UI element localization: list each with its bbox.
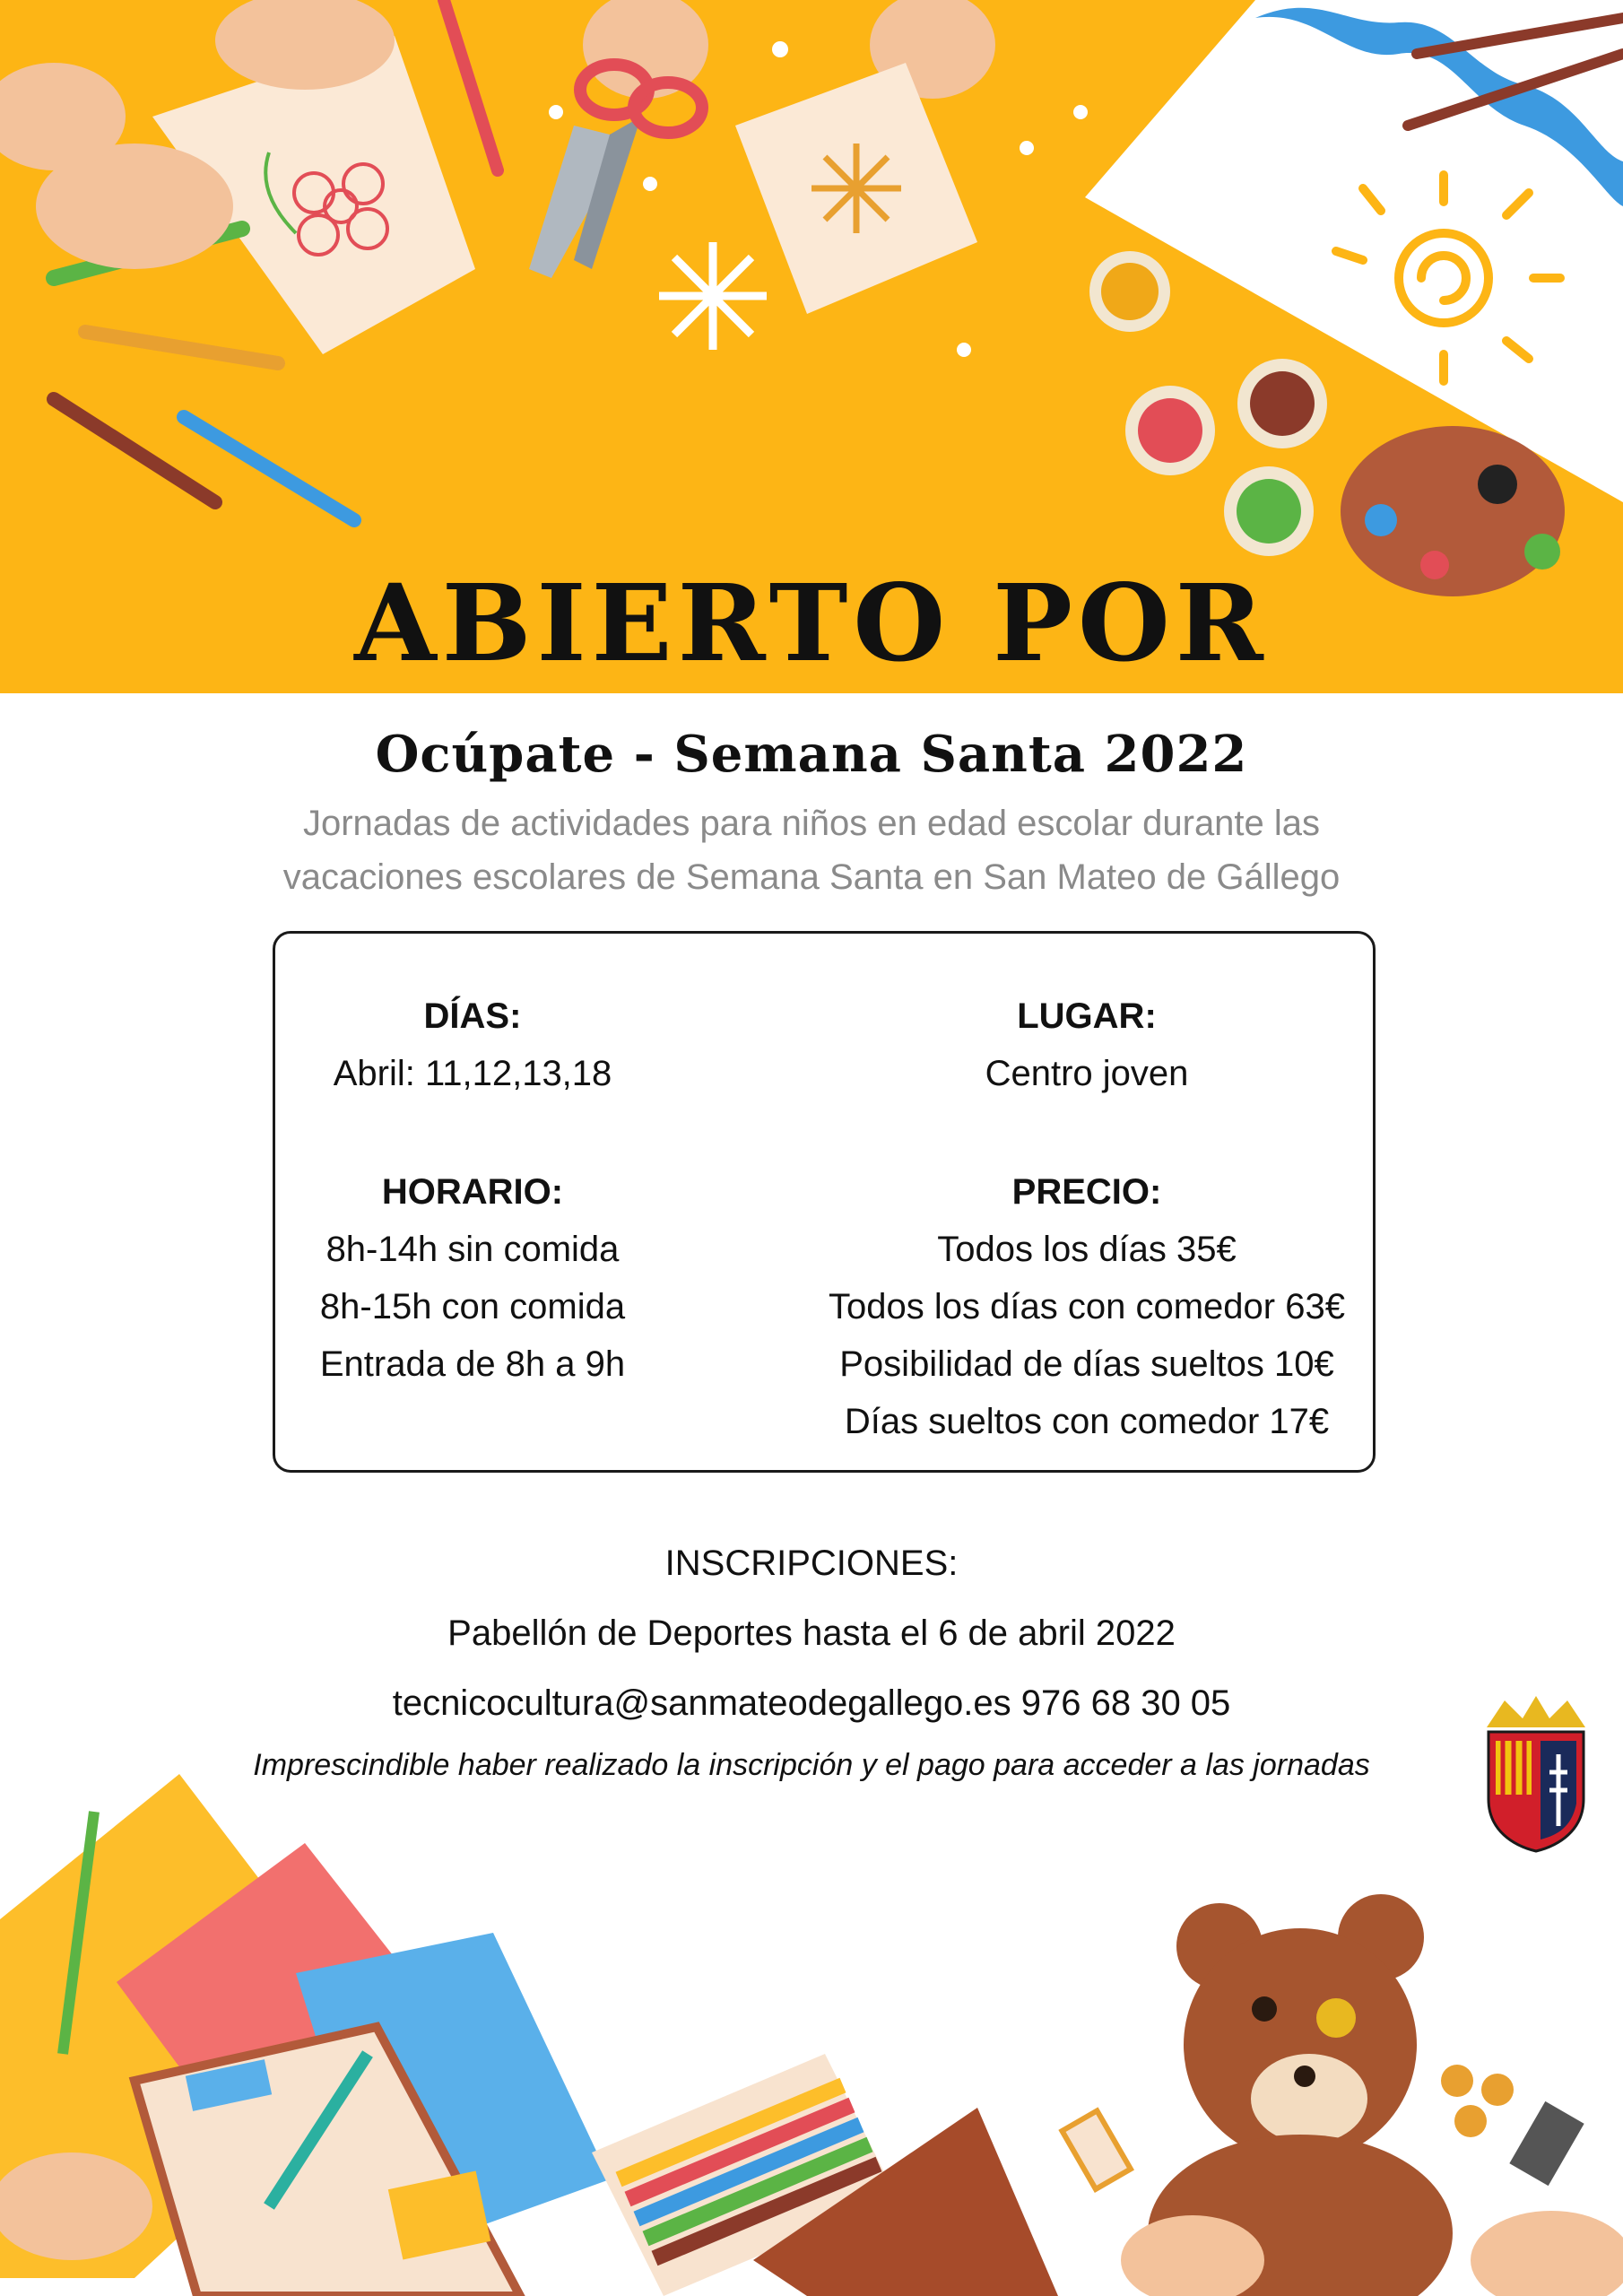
dias-section bbox=[275, 987, 670, 1102]
precio-line: Todos los días 35€ bbox=[937, 1230, 1237, 1269]
precio-line: Todos los días con comedor 63€ bbox=[829, 1287, 1345, 1326]
header-banner bbox=[0, 0, 1623, 693]
scissors-shape bbox=[529, 65, 702, 278]
inscripciones-place: Pabellón de Deportes hasta el 6 de abril 2022 bbox=[447, 1613, 1176, 1653]
snowflake-drawing bbox=[812, 144, 901, 233]
description-line-2: vacaciones escolares de Semana Santa en San Mateo de Gállego bbox=[282, 857, 1341, 897]
precio-label: PRECIO: bbox=[1011, 1172, 1162, 1212]
thread-spool-shape bbox=[1509, 2101, 1584, 2186]
event-description bbox=[269, 796, 1354, 904]
info-box bbox=[273, 931, 1376, 1473]
thread-spool-shape bbox=[1062, 2110, 1130, 2188]
inscripciones-label: INSCRIPCIONES: bbox=[664, 1544, 959, 1583]
lugar-label: LUGAR: bbox=[1017, 996, 1157, 1036]
white-snowflake bbox=[659, 242, 767, 350]
inscripciones-contact: tecnicocultura@sanmateodegallego.es 976 68 30 05 bbox=[392, 1683, 1231, 1723]
inscripciones-note: Imprescindible haber realizado la inscripción y el pago para acceder a las jornadas bbox=[253, 1748, 1370, 1782]
hand-shape bbox=[1471, 2211, 1623, 2296]
precio-line: Días sueltos con comedor 17€ bbox=[844, 1402, 1330, 1441]
lugar-section bbox=[849, 987, 1324, 1102]
description-line-1: Jornadas de actividades para niños en edad escolar durante las bbox=[302, 804, 1321, 843]
horario-section bbox=[275, 1163, 670, 1393]
precio-section bbox=[795, 1163, 1378, 1450]
lugar-value: Centro joven bbox=[985, 1054, 1189, 1093]
horario-line: 8h-14h sin comida bbox=[325, 1230, 620, 1269]
dias-label: DÍAS: bbox=[423, 996, 522, 1036]
horario-line: Entrada de 8h a 9h bbox=[319, 1344, 626, 1384]
horario-label: HORARIO: bbox=[381, 1172, 564, 1212]
inscripciones-section bbox=[179, 1528, 1444, 1792]
buttons-shapes bbox=[1441, 2065, 1514, 2137]
horario-line: 8h-15h con comida bbox=[319, 1287, 626, 1326]
dias-value: Abril: 11,12,13,18 bbox=[333, 1054, 612, 1093]
precio-line: Posibilidad de días sueltos 10€ bbox=[839, 1344, 1334, 1384]
footer-illustration bbox=[0, 1758, 1623, 2296]
main-title: ABIERTO POR bbox=[354, 561, 1269, 685]
event-subtitle: Ocúpate - Semana Santa 2022 bbox=[375, 725, 1248, 784]
